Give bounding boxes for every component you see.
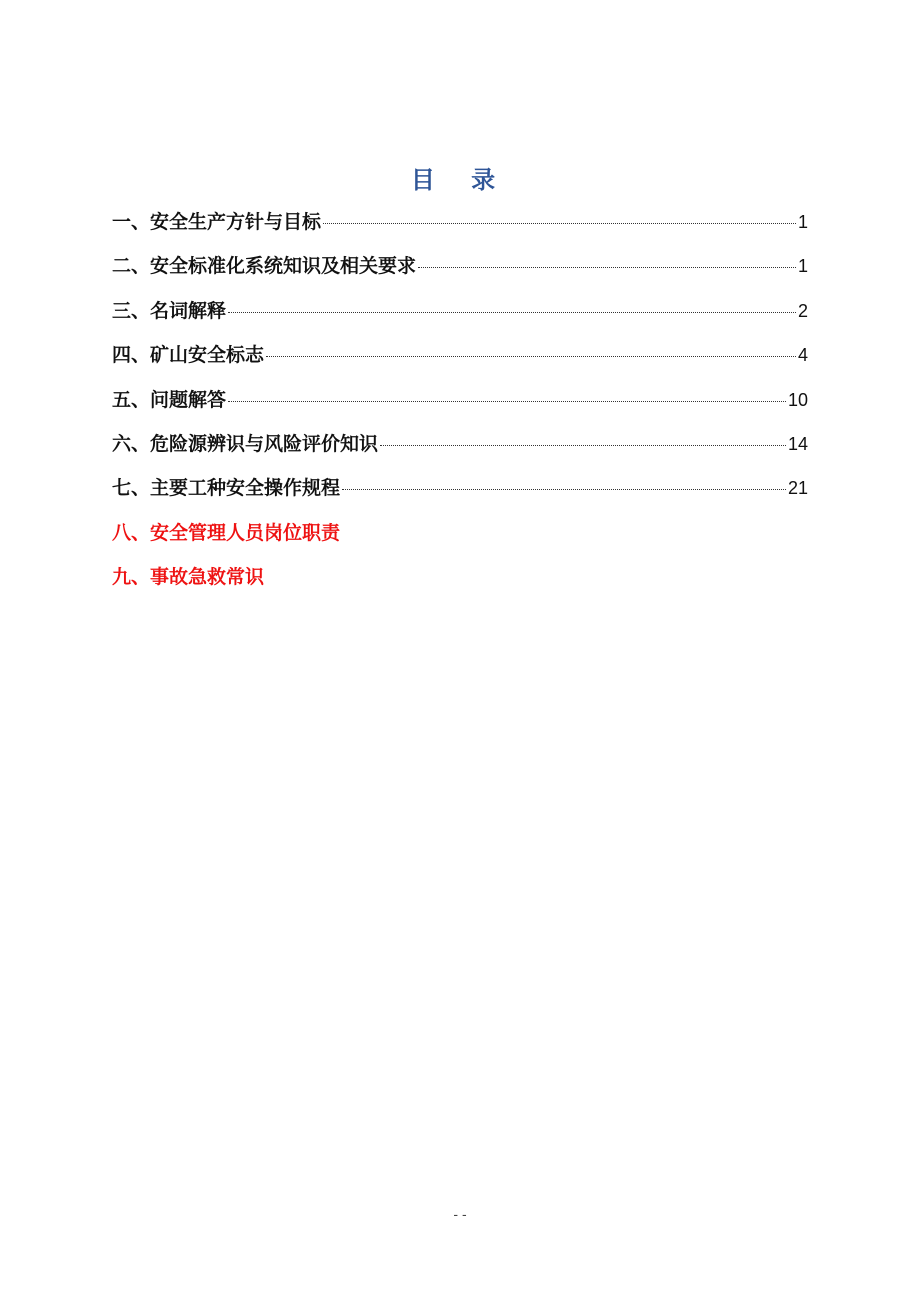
toc-entry-label: 三、名词解释 (112, 299, 227, 322)
toc-entry-8[interactable] (112, 515, 808, 559)
toc-dot-leader (342, 489, 786, 490)
toc-entry-5[interactable] (112, 382, 808, 426)
toc-entry-9[interactable] (112, 559, 808, 603)
toc-entry-label: 八、安全管理人员岗位职责 (112, 521, 341, 544)
toc-title: 目 录 (410, 166, 510, 194)
toc-entry-label: 一、安全生产方针与目标 (112, 211, 322, 233)
toc-entry-label: 四、矿山安全标志 (112, 344, 265, 367)
toc-entry-page: 10 (787, 389, 808, 410)
toc-entry-1[interactable] (112, 204, 808, 248)
toc-entry-2[interactable] (112, 248, 808, 292)
toc-dot-leader (418, 267, 796, 268)
toc-entry-page: 21 (787, 478, 808, 499)
toc-dot-leader (228, 312, 796, 313)
toc-list (112, 204, 808, 604)
toc-dot-leader (380, 445, 786, 446)
toc-dot-leader (323, 223, 796, 224)
toc-entry-3[interactable] (112, 293, 808, 337)
toc-entry-label: 九、事故急救常识 (112, 566, 265, 589)
toc-entry-4[interactable] (112, 337, 808, 381)
toc-entry-page: 4 (797, 345, 808, 366)
toc-entry-page: 14 (787, 433, 808, 454)
toc-entry-label: 二、安全标准化系统知识及相关要求 (112, 255, 417, 278)
page-footer: - - (453, 1206, 467, 1222)
toc-entry-7[interactable] (112, 470, 808, 514)
toc-entry-label: 七、主要工种安全操作规程 (112, 477, 341, 500)
toc-entry-page: 1 (797, 212, 808, 232)
toc-dot-leader (228, 401, 786, 402)
toc-entry-page: 2 (797, 300, 808, 321)
toc-dot-leader (266, 356, 796, 357)
toc-entry-6[interactable] (112, 426, 808, 470)
toc-entry-label: 六、危险源辨识与风险评价知识 (112, 432, 379, 455)
toc-entry-page: 1 (797, 256, 808, 277)
toc-entry-label: 五、问题解答 (112, 388, 227, 411)
